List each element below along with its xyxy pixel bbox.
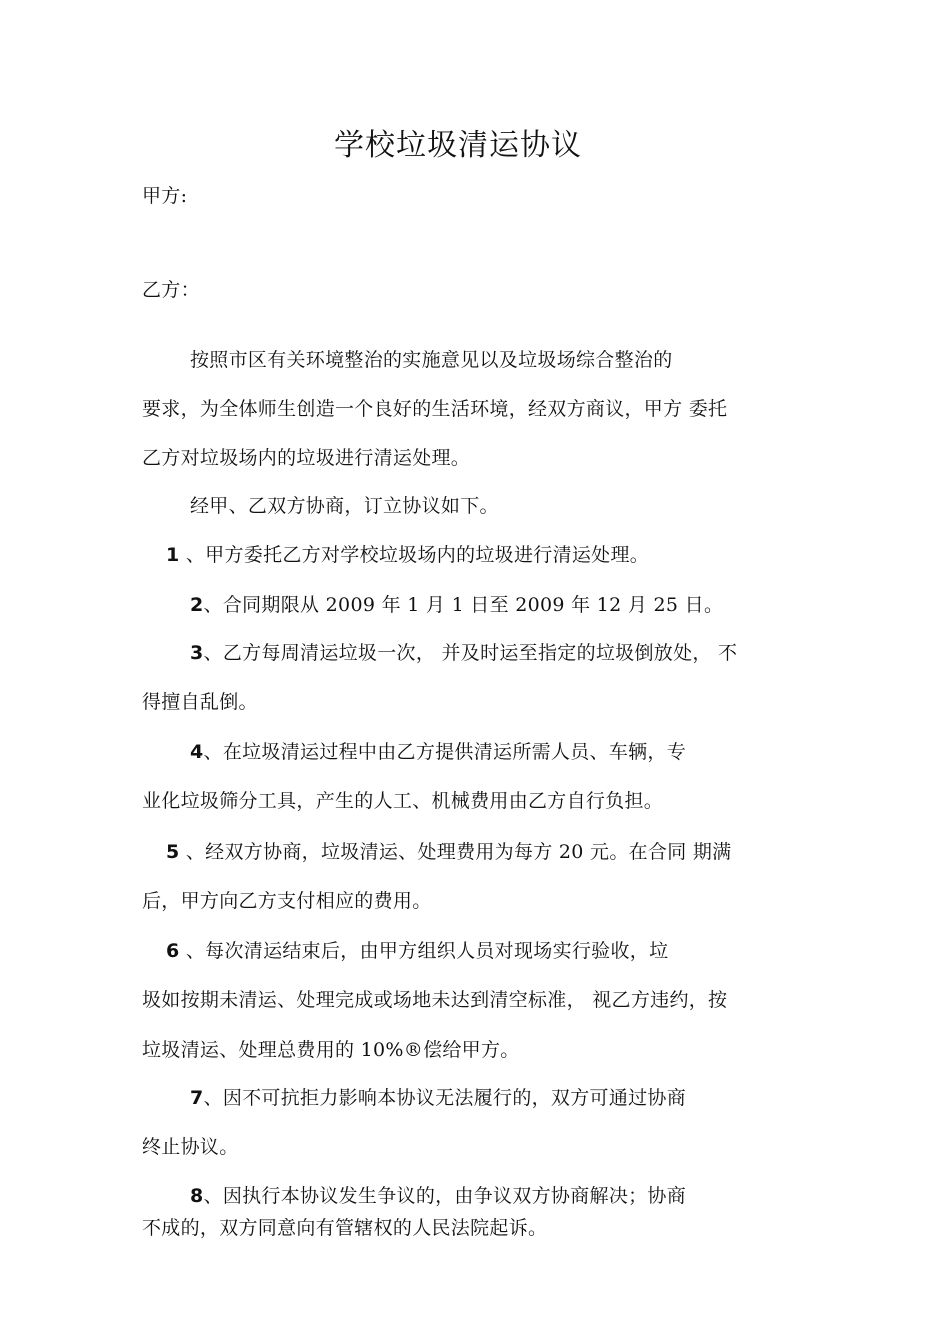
party-b-label: 乙方： [142, 279, 200, 301]
clause-continuation: 垃圾清运、处理总费用的 10%®偿给甲方。 [142, 1039, 520, 1061]
clause-text: 、每次清运结束后，由甲方组织人员对现场实行验收，垃 [179, 940, 669, 962]
intro-line: 乙方对垃圾场内的垃圾进行清运处理。 [142, 447, 471, 469]
clause-5 [166, 840, 731, 864]
clause-continuation: 业化垃圾筛分工具，产生的人工、机械费用由乙方自行负担。 [142, 790, 664, 812]
clause-continuation: 不成的，双方同意向有管辖权的人民法院起诉。 [142, 1217, 548, 1239]
clause-text: 、在垃圾清运过程中由乙方提供清运所需人员、车辆，专 [203, 741, 687, 763]
agreement-lead: 经甲、乙双方协商，订立协议如下。 [190, 495, 499, 517]
clause-number: 2 [190, 594, 204, 616]
clause-4 [190, 740, 686, 764]
clause-number: 3 [190, 642, 204, 664]
clause-2 [190, 593, 723, 617]
clause-number: 5 [166, 841, 180, 863]
clause-text: 、因不可抗拒力影响本协议无法履行的，双方可通过协商 [203, 1087, 687, 1109]
clause-continuation: 圾如按期未清运、处理完成或场地未达到清空标准， 视乙方违约，按 [142, 989, 728, 1011]
clause-3 [190, 641, 737, 665]
clause-text: 、因执行本协议发生争议的，由争议双方协商解决；协商 [203, 1185, 687, 1207]
clause-8 [190, 1184, 686, 1208]
clause-text: 、合同期限从 2009 年 1 月 1 日至 2009 年 12 月 25 日。 [203, 594, 724, 616]
clause-continuation: 后，甲方向乙方支付相应的费用。 [142, 890, 432, 912]
clause-number: 6 [166, 940, 180, 962]
clause-continuation: 终止协议。 [142, 1136, 239, 1158]
clause-text: 、甲方委托乙方对学校垃圾场内的垃圾进行清运处理。 [179, 544, 650, 566]
intro-line: 要求，为全体师生创造一个良好的生活环境，经双方商议，甲方 委托 [142, 398, 728, 420]
clause-1 [166, 543, 649, 567]
clause-7 [190, 1086, 686, 1110]
clause-continuation: 得擅自乱倒。 [142, 691, 258, 713]
clause-number: 4 [190, 741, 204, 763]
document-title: 学校垃圾清运协议 [334, 128, 582, 163]
clause-number: 1 [166, 544, 180, 566]
clause-number: 8 [190, 1185, 204, 1207]
intro-line: 按照市区有关环境整治的实施意见以及垃圾场综合整治的 [190, 349, 673, 371]
clause-text: 、经双方协商，垃圾清运、处理费用为每方 20 元。在合同 期满 [179, 841, 732, 863]
clause-number: 7 [190, 1087, 204, 1109]
clause-6 [166, 939, 668, 963]
clause-text: 、乙方每周清运垃圾一次， 并及时运至指定的垃圾倒放处， 不 [203, 642, 738, 664]
party-a-label: 甲方: [142, 185, 188, 207]
